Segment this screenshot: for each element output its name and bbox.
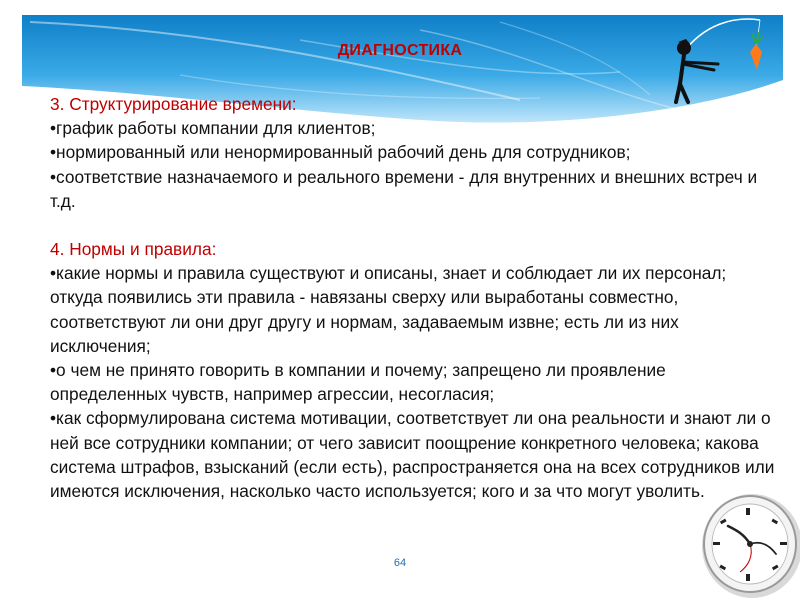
slide-title: ДИАГНОСТИКА <box>337 42 463 59</box>
section-time-heading: 3. Структурирование времени: <box>50 94 297 114</box>
list-item: •о чем не принято говорить в компании и почему; запрещено ли проявление определенных чувств, например агрессии, несогласия; <box>50 360 666 405</box>
list-item: •график работы компании для клиентов; <box>50 118 376 139</box>
page-number: 64 <box>393 557 407 569</box>
section-norms-heading: 4. Нормы и правила: <box>50 239 217 260</box>
list-item: •нормированный или ненормированный рабочий день для сотрудников; <box>50 142 631 163</box>
list-item: •какие нормы и правила существуют и описаны, знает и соблюдает ли их персонал; откуда появились эти правила - навязаны сверху или выработаны совместно, соответствуют ли они друг другу и нормам, задаваемым извне; есть ли из них исключения; <box>50 263 727 356</box>
spacer <box>50 213 775 237</box>
list-item: •соответствие назначаемого и реального времени - для внутренних и внешних встреч и т.д. <box>50 166 758 211</box>
list-item: •как сформулирована система мотивации, соответствует ли она реальности и знают ли о ней все сотрудники компании; от чего зависит поощрение конкретного человека; какова система штрафов, взысканий (если есть), распространяется она на всех сотрудников или имеются исключения, насколько часто используется; кого и за что могут уволить. <box>50 408 775 502</box>
slide-body <box>50 92 775 503</box>
clock-icon <box>696 486 800 600</box>
